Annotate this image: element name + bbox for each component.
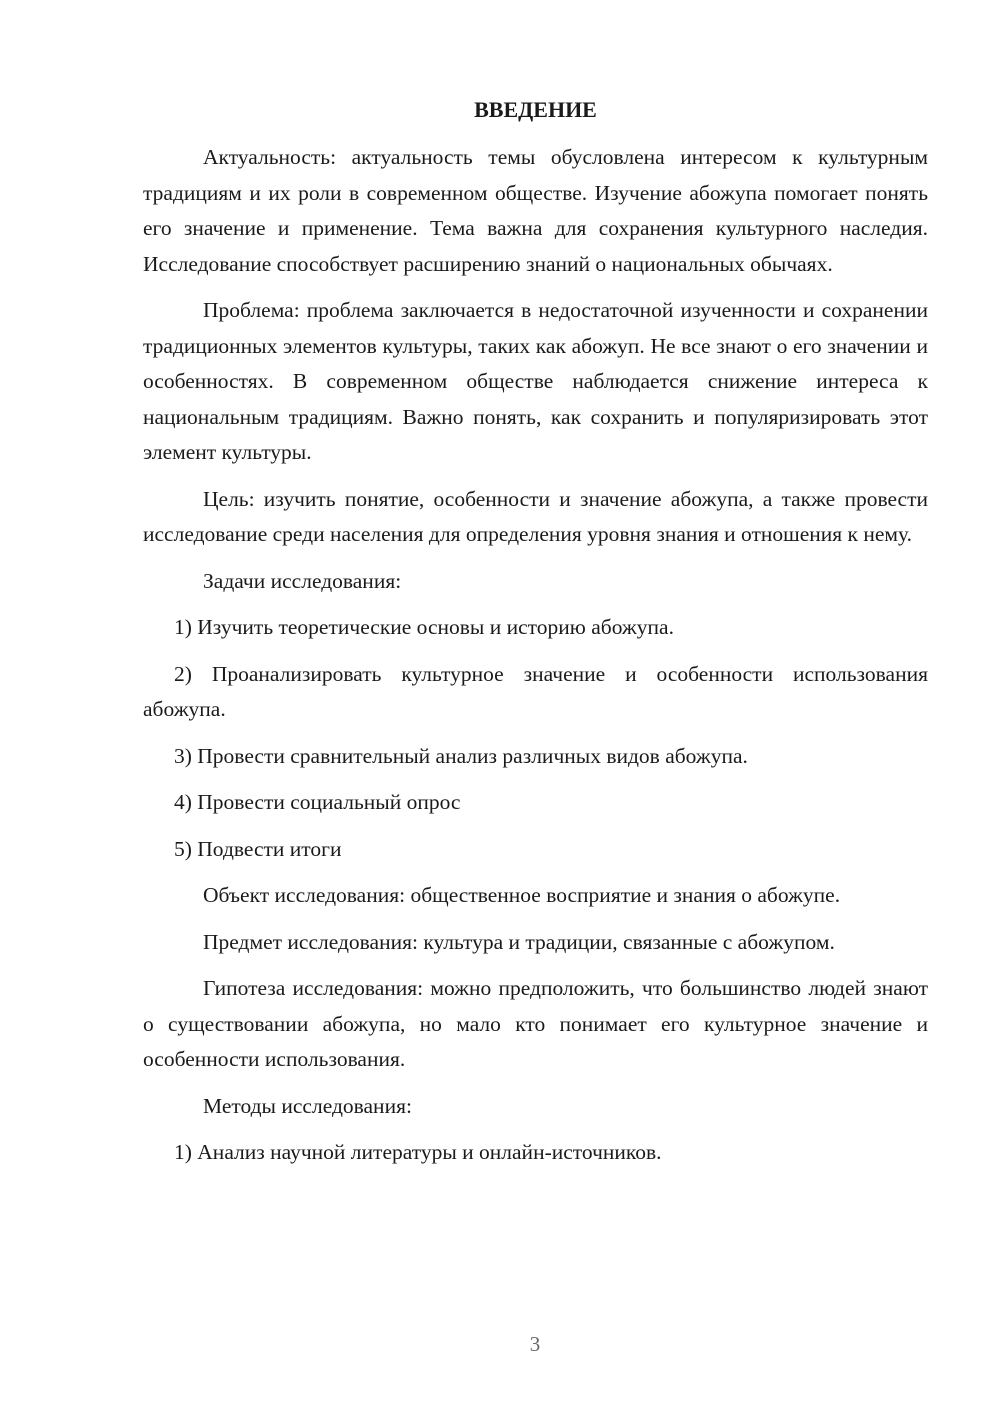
tasks-heading: Задачи исследования: bbox=[203, 568, 402, 593]
subject-paragraph: Предмет исследования: культура и традиции, связанные с абожупом. bbox=[203, 929, 835, 954]
task-item-2: 2) Проанализировать культурное значение и особенности использования абожупа. bbox=[143, 661, 928, 721]
task-item-5: 5) Подвести итоги bbox=[174, 836, 342, 861]
page-number: 3 bbox=[529, 1332, 541, 1356]
relevance-paragraph: Актуальность: актуальность темы обусловлена интересом к культурным традициям и их роли в современном обществе. Изучение абожупа помогает понять его значение и применение. Тема важна для сохранения культурного наследия. Исследование способствует расширению знаний о национальных обычаях. bbox=[143, 145, 928, 276]
task-item-3: 3) Провести сравнительный анализ различных видов абожупа. bbox=[174, 743, 748, 768]
document-title: ВВЕДЕНИЕ bbox=[474, 97, 597, 122]
methods-heading: Методы исследования: bbox=[203, 1093, 412, 1118]
method-item-1: 1) Анализ научной литературы и онлайн-источников. bbox=[174, 1140, 662, 1164]
task-item-1: 1) Изучить теоретические основы и историю абожупа. bbox=[174, 615, 674, 639]
document-page bbox=[143, 92, 928, 1182]
object-paragraph: Объект исследования: общественное восприятие и знания о абожупе. bbox=[203, 883, 841, 907]
task-item-4: 4) Провести социальный опрос bbox=[174, 790, 461, 814]
hypothesis-paragraph: Гипотеза исследования: можно предположить, что большинство людей знают о существовании абожупа, но мало кто понимает его культурное значение и особенности использования. bbox=[143, 976, 928, 1071]
goal-paragraph: Цель: изучить понятие, особенности и значение абожупа, а также провести исследование среди населения для определения уровня знания и отношения к нему. bbox=[143, 486, 928, 546]
problem-paragraph: Проблема: проблема заключается в недостаточной изученности и сохранении традиционных элементов культуры, таких как абожуп. Не все знают о его значении и особенностях. В современном обществе наблюдается снижение интереса к национальным традициям. Важно понять, как сохранить и популяризировать этот элемент культуры. bbox=[143, 298, 928, 464]
